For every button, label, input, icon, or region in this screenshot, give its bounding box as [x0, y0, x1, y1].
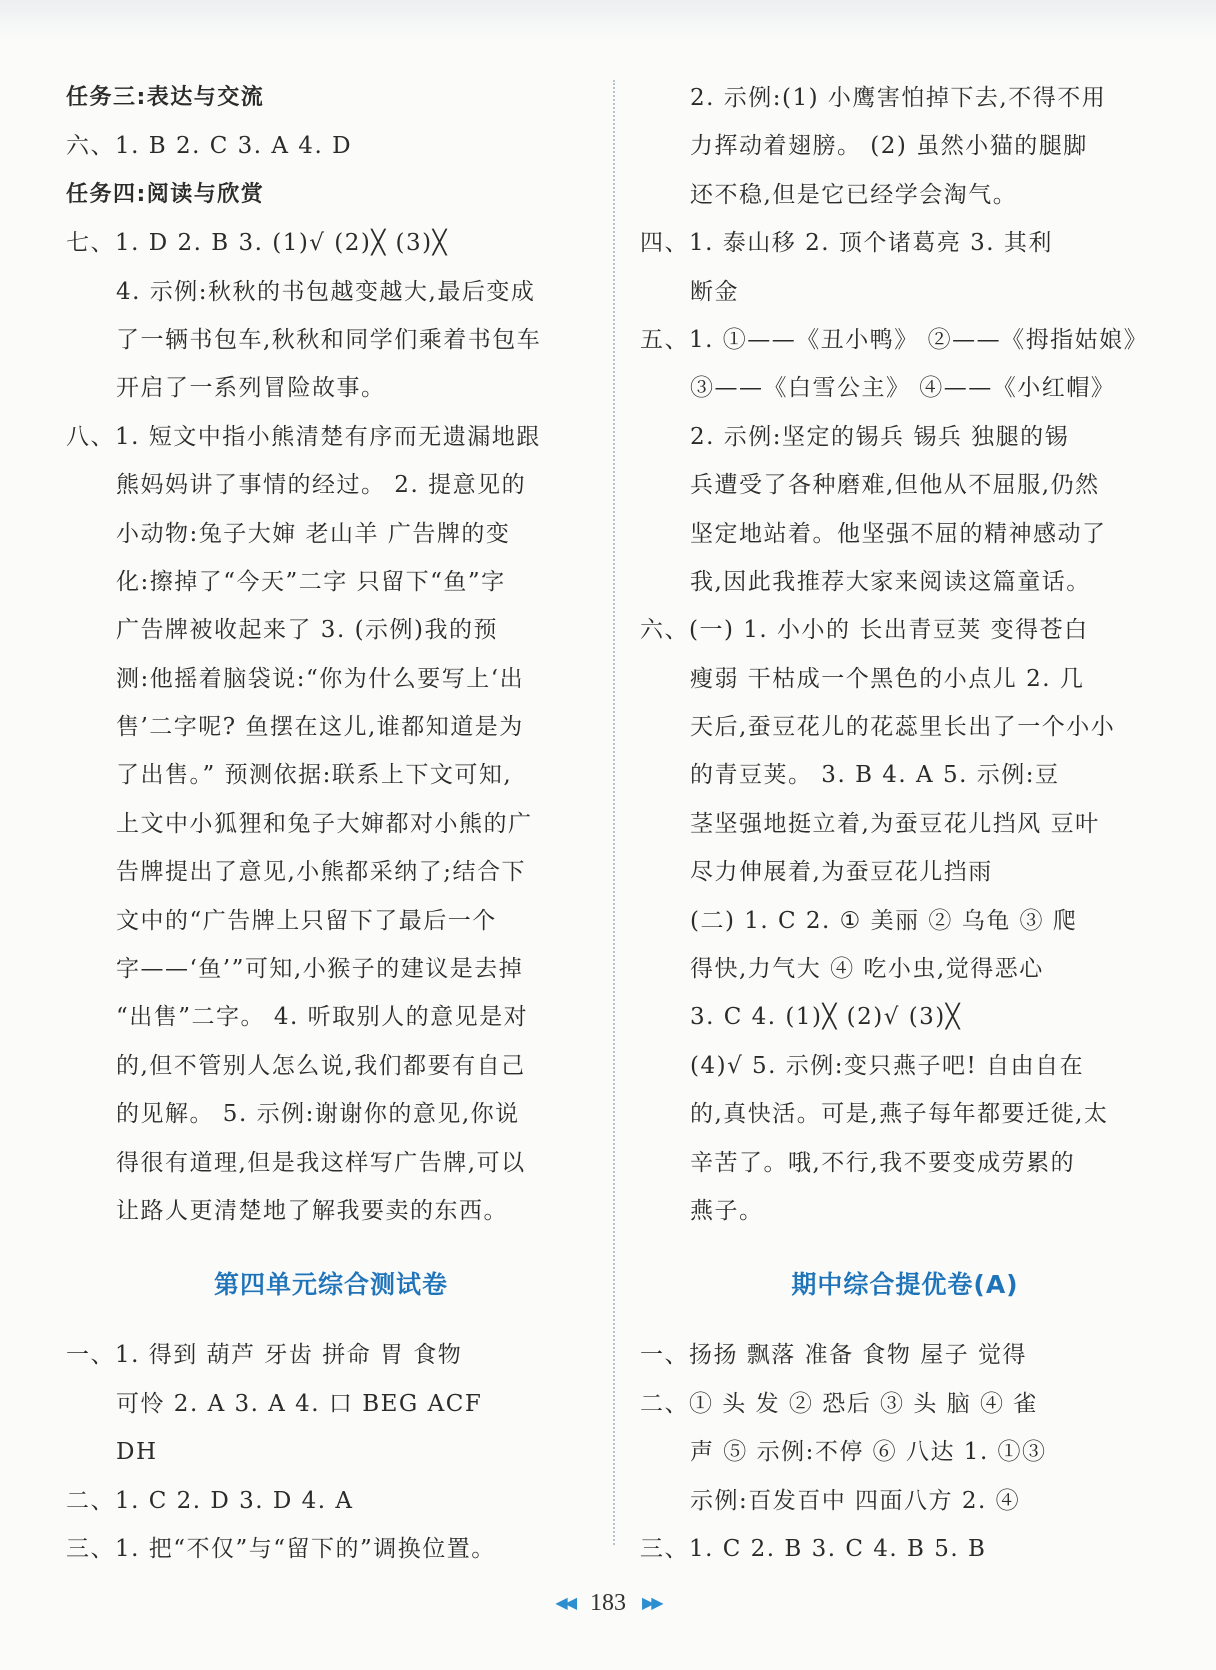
right-line: 兵遭受了各种磨难,但他从不屈服,仍然	[690, 472, 1100, 499]
left-line: 得很有道理,但是我这样写广告牌,可以	[116, 1149, 526, 1176]
left-line: 八、1. 短文中指小熊清楚有序而无遗漏地跟	[66, 423, 541, 450]
right-line: 的,真快活。可是,燕子每年都要迁徙,太	[690, 1101, 1109, 1128]
right-line: 茎坚强地挺立着,为蚕豆花儿挡风 豆叶	[690, 810, 1100, 837]
section-title-unit4: 第四单元综合测试卷	[213, 1270, 448, 1300]
right-line: 四、1. 泰山移 2. 顶个诸葛亮 3. 其利	[640, 230, 1053, 257]
right-line: ③——《白雪公主》 ④——《小红帽》	[690, 375, 1116, 402]
left-line: 了一辆书包车,秋秋和同学们乘着书包车	[116, 326, 542, 353]
left-line: 六、1. B 2. C 3. A 4. D	[66, 133, 353, 160]
right-line: 六、(一) 1. 小小的 长出青豆荚 变得苍白	[640, 617, 1089, 644]
left-line: 文中的“广告牌上只留下了最后一个	[116, 907, 497, 934]
page-footer	[0, 1590, 1216, 1617]
left-line: 一、1. 得到 葫芦 牙齿 拼命 胃 食物	[66, 1342, 463, 1369]
left-line: DH	[116, 1439, 158, 1466]
left-line: 售’二字呢? 鱼摆在这儿,谁都知道是为	[116, 714, 524, 741]
left-line: 熊妈妈讲了事情的经过。 2. 提意见的	[116, 472, 527, 499]
page-number: 183	[590, 1590, 626, 1616]
left-column	[66, 74, 596, 1573]
left-line: 化:擦掉了“今天”二字 只留下“鱼”字	[116, 568, 506, 595]
right-line: (4)√ 5. 示例:变只燕子吧! 自由自在	[690, 1052, 1085, 1079]
right-line: 五、1. ①——《丑小鸭》 ②——《拇指姑娘》	[640, 326, 1149, 353]
left-line: 上文中小狐狸和兔子大婶都对小熊的广	[116, 810, 533, 837]
right-line: (二) 1. C 2. ① 美丽 ② 乌龟 ③ 爬	[690, 907, 1078, 934]
left-line: 可怜 2. A 3. A 4. 口 BEG ACF	[116, 1390, 483, 1417]
left-line: 二、1. C 2. D 3. D 4. A	[66, 1487, 354, 1514]
scan-shadow	[0, 0, 1216, 40]
left-line: 4. 示例:秋秋的书包越变越大,最后变成	[116, 278, 536, 305]
right-line: 辛苦了。哦,不行,我不要变成劳累的	[690, 1149, 1076, 1176]
left-line: 小动物:兔子大婶 老山羊 广告牌的变	[116, 520, 511, 547]
right-line: 我,因此我推荐大家来阅读这篇童话。	[690, 568, 1091, 595]
right-line: 2. 示例:(1) 小鹰害怕掉下去,不得不用	[690, 85, 1107, 111]
left-line: 的,但不管别人怎么说,我们都要有自己	[116, 1052, 526, 1079]
left-line: 让路人更清楚地了解我要卖的东西。	[116, 1197, 508, 1224]
left-line: 任务四:阅读与欣赏	[66, 181, 265, 207]
left-line: 广告牌被收起来了 3. (示例)我的预	[116, 617, 499, 644]
left-line: 测:他摇着脑袋说:“你为什么要写上‘出	[116, 665, 525, 692]
right-line: 断金	[690, 278, 739, 305]
left-line: 三、1. 把“不仅”与“留下的”调换位置。	[66, 1535, 496, 1562]
prev-arrows-icon: ◀◀	[555, 1595, 574, 1612]
left-line: 开启了一系列冒险故事。	[116, 375, 386, 402]
left-line: 告牌提出了意见,小熊都采纳了;结合下	[116, 859, 527, 886]
right-line: 三、1. C 2. B 3. C 4. B 5. B	[640, 1535, 987, 1562]
right-line: 一、扬扬 飘落 准备 食物 屋子 觉得	[640, 1342, 1028, 1369]
column-divider	[613, 80, 615, 1545]
next-arrows-icon: ▶▶	[642, 1595, 661, 1612]
right-line: 瘦弱 干枯成一个黑色的小点儿 2. 几	[690, 665, 1085, 692]
right-line: 声 ⑤ 示例:不停 ⑥ 八达 1. ①③	[690, 1439, 1047, 1466]
right-line: 燕子。	[690, 1197, 764, 1224]
right-line: 尽力伸展着,为蚕豆花儿挡雨	[690, 859, 993, 886]
right-line: 二、① 头 发 ② 恐后 ③ 头 脑 ④ 雀	[640, 1390, 1038, 1417]
right-line: 示例:百发百中 四面八方 2. ④	[690, 1487, 1021, 1514]
right-line: 天后,蚕豆花儿的花蕊里长出了一个小小	[690, 714, 1116, 741]
right-line: 3. C 4. (1)╳ (2)√ (3)╳	[690, 1004, 962, 1031]
section-title-midterm: 期中综合提优卷(A)	[791, 1270, 1019, 1300]
left-line: 字——‘鱼’”可知,小猴子的建议是去掉	[116, 956, 524, 983]
right-column	[640, 74, 1170, 1573]
right-line: 2. 示例:坚定的锡兵 锡兵 独腿的锡	[690, 423, 1070, 450]
left-line: 的见解。 5. 示例:谢谢你的意见,你说	[116, 1101, 520, 1128]
left-line: “出售”二字。 4. 听取别人的意见是对	[116, 1004, 529, 1031]
left-line: 了出售。” 预测依据:联系上下文可知,	[116, 762, 513, 789]
right-line: 得快,力气大 ④ 吃小虫,觉得恶心	[690, 956, 1044, 983]
left-line: 任务三:表达与交流	[66, 85, 265, 110]
right-line: 还不稳,但是它已经学会淘气。	[690, 181, 1018, 208]
right-line: 坚定地站着。他坚强不屈的精神感动了	[690, 520, 1107, 547]
right-line: 力挥动着翅膀。 (2) 虽然小猫的腿脚	[690, 133, 1088, 160]
right-line: 的青豆荚。 3. B 4. A 5. 示例:豆	[690, 762, 1060, 789]
left-line: 七、1. D 2. B 3. (1)√ (2)╳ (3)╳	[66, 230, 448, 257]
